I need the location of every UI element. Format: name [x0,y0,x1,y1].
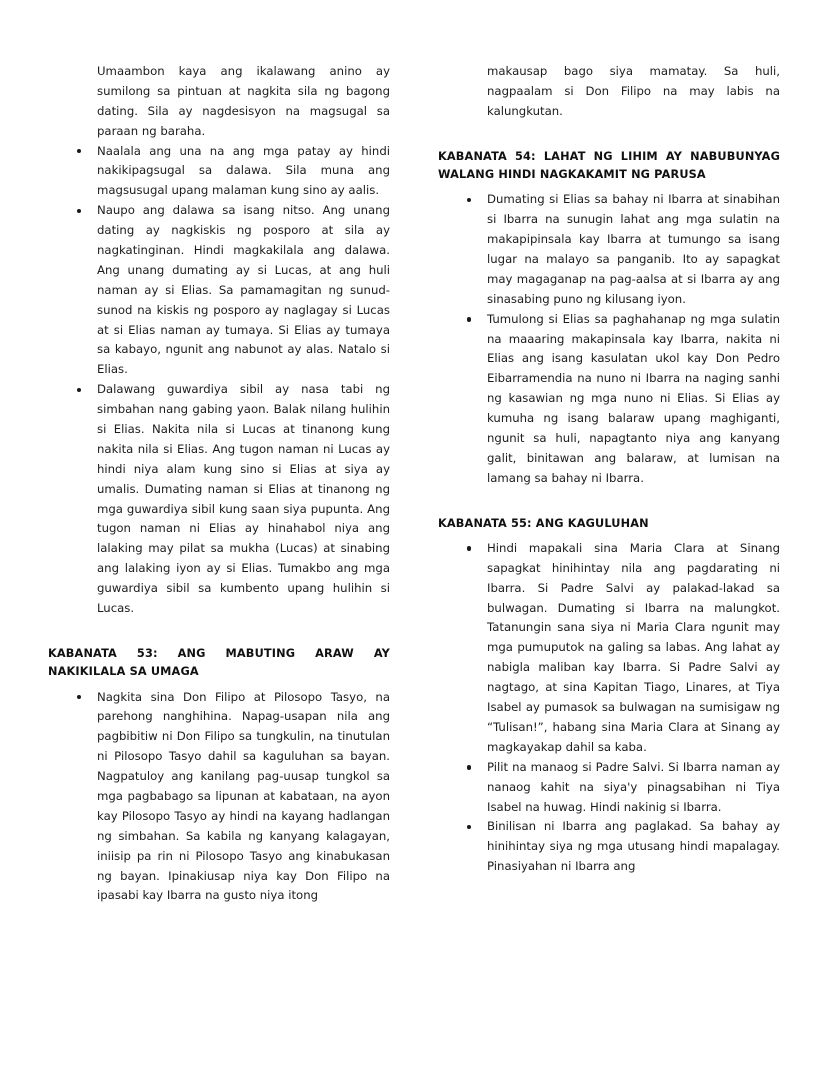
left-column [48,62,390,906]
left-bullet-list-after-heading [48,688,390,907]
list-item: Hindi mapakali sina Maria Clara at Sinang sapagkat hinihintay nila ang pagdarating ni Ibarra. Si Padre Salvi ay palakad-lakad sa bulwagan. Dumating si Ibarra na malungkot. Tatanungin sana siya ni Maria Clara ngunit may mga pumuputok na galing sa labas. Ang lahat ay nabigla maliban kay Ibarra. Si Padre Salvi ay nagtago, at sina Kapitan Tiago, Linares, at Tiya Isabel ay pumasok sa bulwagan na sumisigaw ng “Tulisan!”, habang sina Maria Clara at Sinang ay magkayakap dahil sa kaba. [438,539,780,758]
chapter-54-heading: KABANATA 54: LAHAT NG LIHIM AY NABUBUNYAG WALANG HINDI NAGKAKAMIT NG PARUSA [438,149,780,181]
right-column [438,62,780,877]
list-item: Tumulong si Elias sa paghahanap ng mga sulatin na maaaring makapinsala kay Ibarra, nakita ni Elias ang isang kasulatan ukol kay Don Pedro Eibarramendia na nuno ni Ibarra na naging sanhi ng kasawian ng mga nuno ni Elias. Si Elias ay kumuha ng isang balaraw upang maghiganti, ngunit sa huli, napagtanto niya ang kanyang galit, binitawan ang balaraw, at lumisan na lamang sa bahay ni Ibarra. [438,310,780,489]
list-item: Pilit na manaog si Padre Salvi. Si Ibarra naman ay nanaog kahit na siya'y pinagsabihan ni Tiya Isabel na huwag. Hindi nakinig si Ibarra. [438,758,780,818]
list-item: Binilisan ni Ibarra ang paglakad. Sa bahay ay hinihintay siya ng mga utusang hindi mapalagay. Pinasiyahan ni Ibarra ang [438,817,780,877]
right-continued-paragraph: makausap bago siya mamatay. Sa huli, nagpaalam si Don Filipo na may labis na kalungkutan. [487,64,780,118]
chapter-53-heading: KABANATA 53: ANG MABUTING ARAW AY NAKIKILALA SA UMAGA [48,646,390,679]
left-bullet-list-before-heading [48,142,390,619]
chapter-55-bullet-list [438,539,780,877]
chapter-55-heading: KABANATA 55: ANG KAGULUHAN [438,516,649,530]
two-column-layout [48,62,780,1051]
chapter-54-bullet-list [438,190,780,488]
list-item: Dalawang guwardiya sibil ay nasa tabi ng simbahan nang gabing yaon. Balak nilang hulihin si Elias. Nakita nila si Lucas at tinanong kung nakita nila si Elias. Ang tugon naman ni Lucas ay hindi niya alam kung sino si Elias at siya ay umalis. Dumating naman si Elias at tinanong ng mga guwardiya sibil kung saan siya pupunta. Ang tugon naman ni Elias ay hinahabol niya ang lalaking may pilat sa mukha (Lucas) at sinabing ang lalaking iyon ay si Elias. Tumakbo ang mga guwardiya sibil sa kumbento upang hulihin si Lucas. [48,380,390,619]
list-item: Naalala ang una na ang mga patay ay hindi nakikipagsugal sa dalawa. Sila muna ang magsusugal upang malaman kung sino ay aalis. [48,142,390,202]
left-continued-paragraph: Umaambon kaya ang ikalawang anino ay sumilong sa pintuan at nagkita sila ng bagong dating. Sila ay nagdesisyon na magsugal sa paraan ng baraha. [97,64,390,138]
list-item: Dumating si Elias sa bahay ni Ibarra at sinabihan si Ibarra na sunugin lahat ang mga sulatin na makapipinsala kay Ibarra at tumungo sa isang lugar na malayo sa panganib. Ito ay sapagkat may magaganap na pag-aalsa at si Ibarra ay ang sinasabing puno ng kilusang iyon. [438,190,780,309]
list-item: Naupo ang dalawa sa isang nitso. Ang unang dating ay nagkiskis ng posporo at sila ay nagkatinginan. Hindi magkakilala ang dalawa. Ang unang dumating ay si Lucas, at ang huli naman ay si Elias. Sa pamamagitan ng sunud-sunod na kiskis ng posporo ay naglagay si Lucas at si Elias naman ay tumaya. Si Elias ay tumaya sa kabayo, ngunit ang nabunot ay alas. Natalo si Elias. [48,201,390,380]
list-item: Nagkita sina Don Filipo at Pilosopo Tasyo, na parehong nanghihina. Napag-usapan nila ang pagbibitiw ni Don Filipo sa tungkulin, na tinutulan ni Pilosopo Tasyo dahil sa kaguluhan sa bayan. Nagpatuloy ang kanilang pag-uusap tungkol sa mga pagbabago sa lipunan at kabataan, na ayon kay Pilosopo Tasyo ay hindi na kayang hadlangan ng simbahan. Sa kabila ng kanyang kalagayan, iniisip pa rin ni Pilosopo Tasyo ang kinabukasan ng bayan. Ipinakiusap niya kay Don Filipo na ipasabi kay Ibarra na gusto niya itong [48,688,390,907]
